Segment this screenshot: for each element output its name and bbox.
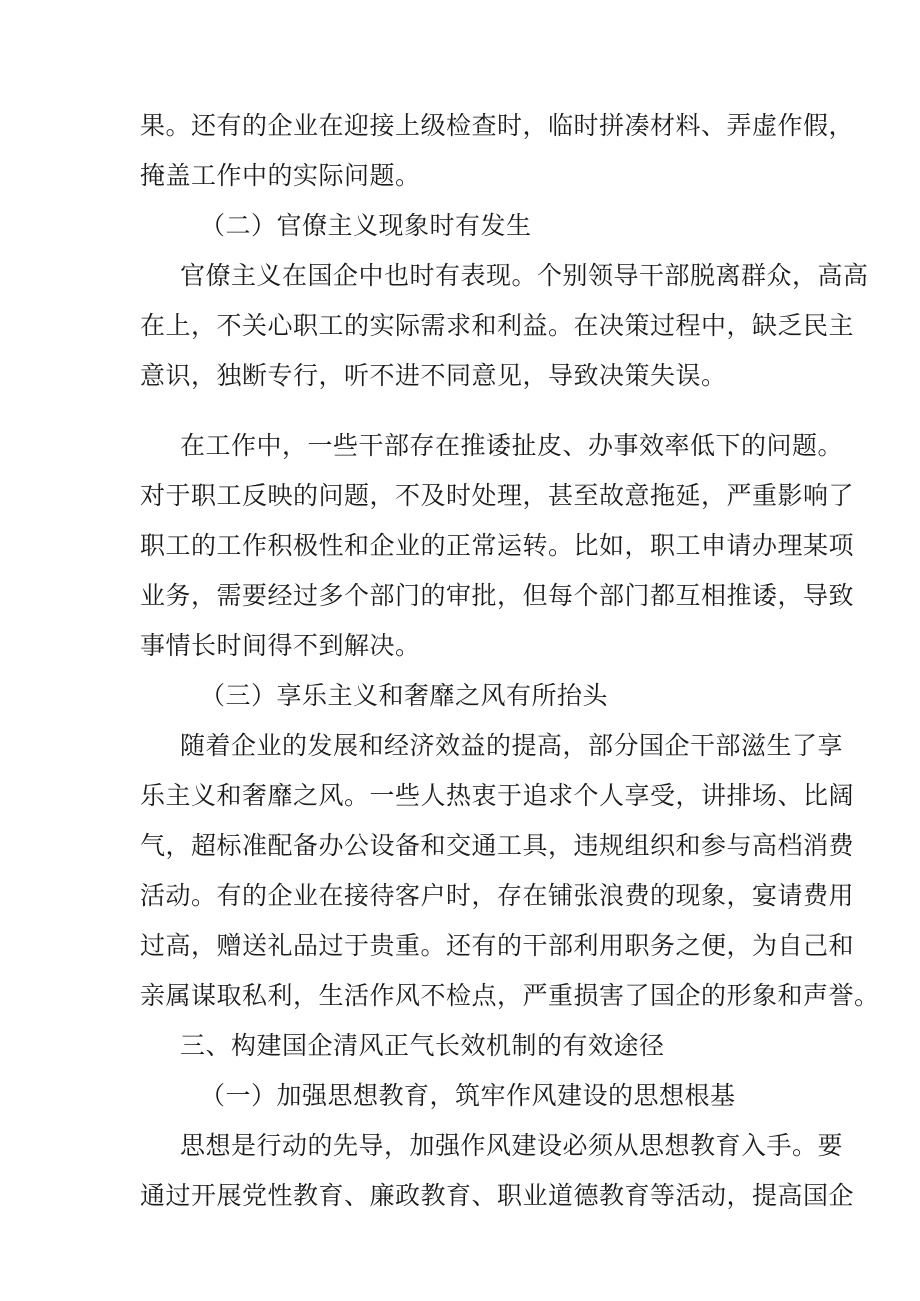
paragraph-line: 官僚主义在国企中也时有表现。个别领导干部脱离群众，高高 [180,261,869,290]
paragraph-line: 亲属谋取私利，生活作风不检点，严重损害了国企的形象和声誉。 [140,981,880,1010]
paragraph-line: 活动。有的企业在接待客户时，存在铺张浪费的现象，宴请费用 [140,881,855,910]
paragraph-line: 事情长时间得不到解决。 [140,631,421,660]
paragraph-line: 业务，需要经过多个部门的审批，但每个部门都互相推诿，导致 [140,581,855,610]
paragraph-line: 掩盖工作中的实际问题。 [140,161,421,190]
paragraph-line: 在工作中，一些干部存在推诿扯皮、办事效率低下的问题。 [180,431,844,460]
paragraph-line: 对于职工反映的问题，不及时处理，甚至故意拖延，严重影响了 [140,481,855,510]
paragraph-line: 气，超标准配备办公设备和交通工具，违规组织和参与高档消费 [140,831,855,860]
paragraph-line: 过高，赠送礼品过于贵重。还有的干部利用职务之便，为自己和 [140,931,855,960]
paragraph-line: 通过开展党性教育、廉政教育、职业道德教育等活动，提高国企 [140,1181,855,1210]
chapter-heading: 三、构建国企清风正气长效机制的有效途径 [180,1031,665,1060]
paragraph-line: 随着企业的发展和经济效益的提高，部分国企干部滋生了享 [180,731,844,760]
section-heading: （二）官僚主义现象时有发生 [200,211,532,240]
paragraph-line: 乐主义和奢靡之风。一些人热衷于追求个人享受，讲排场、比阔 [140,781,855,810]
paragraph-line: 果。还有的企业在迎接上级检查时，临时拼凑材料、弄虚作假， [140,111,855,140]
section-heading: （一）加强思想教育，筑牢作风建设的思想根基 [200,1081,736,1110]
paragraph-line: 职工的工作积极性和企业的正常运转。比如，职工申请办理某项 [140,531,855,560]
paragraph-line: 意识，独断专行，听不进不同意见，导致决策失误。 [140,361,727,390]
section-heading: （三）享乐主义和奢靡之风有所抬头 [200,681,609,710]
paragraph-line: 思想是行动的先导，加强作风建设必须从思想教育入手。要 [180,1131,844,1160]
paragraph-line: 在上，不关心职工的实际需求和利益。在决策过程中，缺乏民主 [140,311,855,340]
